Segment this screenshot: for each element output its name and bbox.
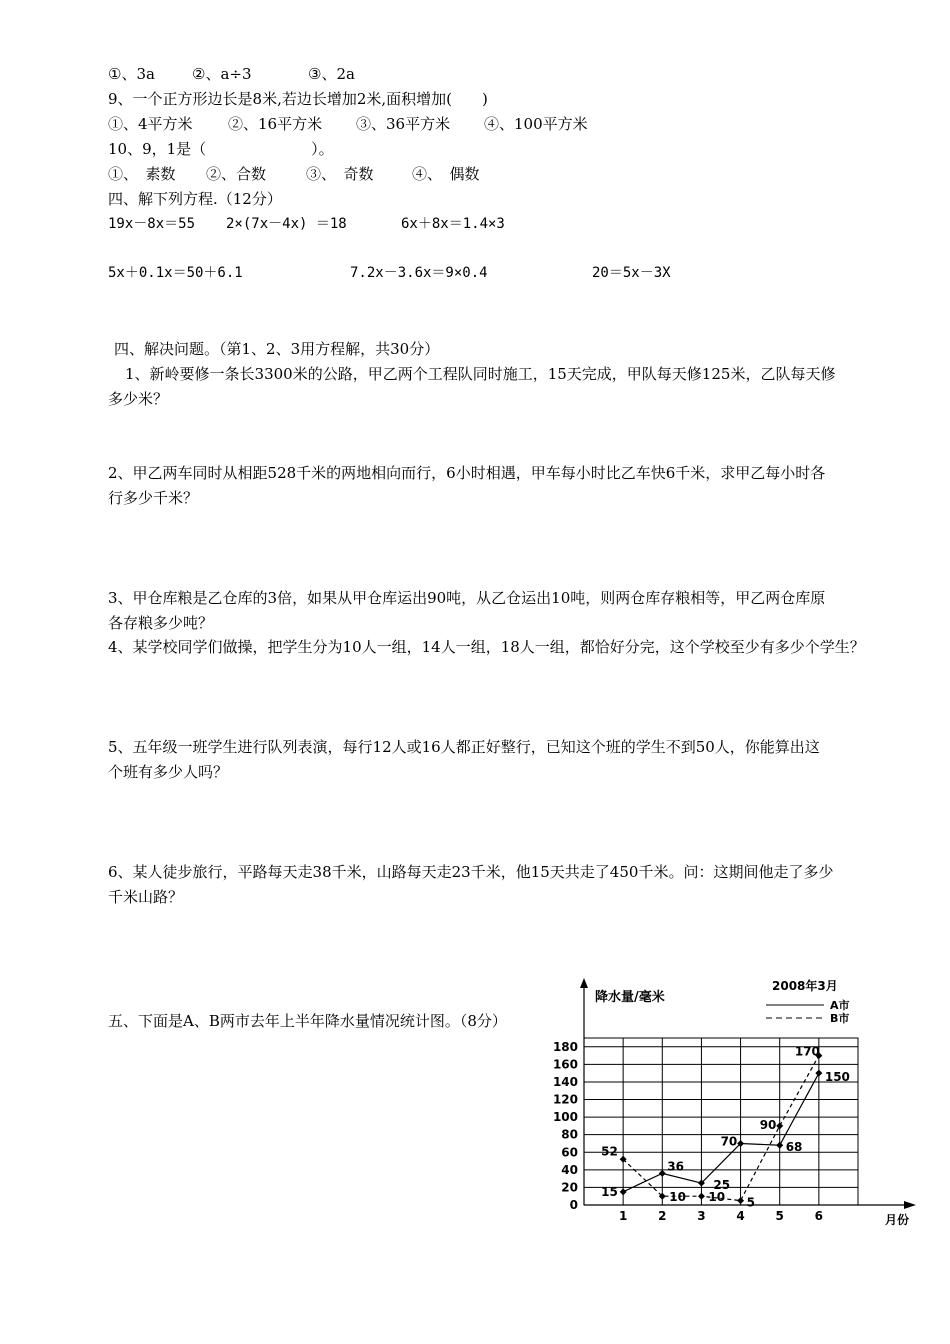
y-axis-arrow xyxy=(580,978,588,988)
problem-2-line-2: 行多少千米？ xyxy=(108,489,199,507)
series-a-point xyxy=(659,1170,666,1177)
x-tick-label: 4 xyxy=(736,1209,745,1223)
series-b-point xyxy=(737,1197,744,1204)
series-a-data-label: 70 xyxy=(720,1134,738,1149)
x-tick-label: 6 xyxy=(814,1209,824,1223)
equations-row-1 xyxy=(108,214,505,234)
equation-5: 7.2x－3.6x＝9×0.4 xyxy=(350,265,488,281)
y-tick-label: 180 xyxy=(552,1039,578,1054)
equations-row-2 xyxy=(108,263,671,283)
section5-heading: 五、下面是A、B两市去年上半年降水量情况统计图。（8分） xyxy=(108,1012,507,1030)
q10-question: 10、9，1是（ ）。 xyxy=(108,140,334,158)
series-a-point xyxy=(620,1188,627,1195)
problem-1-line-2: 多少米？ xyxy=(108,390,169,408)
q8-option-1: ①、3a xyxy=(108,65,155,83)
problem-6-line-2: 千米山路？ xyxy=(108,888,184,906)
q10-options xyxy=(108,164,480,184)
equation-6: 20＝5x－3X xyxy=(592,265,671,281)
q9-option-2: ②、16平方米 xyxy=(228,115,323,133)
x-tick-label: 1 xyxy=(618,1209,628,1223)
problem-5-line-1: 5、五年级一班学生进行队列表演，每行12人或16人都正好整行，已知这个班的学生不到50人，你能算出这 xyxy=(108,738,820,756)
legend-label-a: A市 xyxy=(830,999,850,1012)
q10-option-4: ④、 偶数 xyxy=(412,165,480,183)
y-tick-label: 80 xyxy=(561,1127,578,1142)
rainfall-chart xyxy=(548,970,928,1240)
q8-options xyxy=(108,64,355,84)
problem-4-line-1: 4、某学校同学们做操，把学生分为10人一组，14人一组，18人一组，都恰好分完，这个学校至少有多少个学生？ xyxy=(108,638,865,656)
q9-options xyxy=(108,114,588,134)
q8-option-3: ③、2a xyxy=(308,65,355,83)
q9-option-3: ③、36平方米 xyxy=(356,115,451,133)
problem-5-line-2: 个班有多少人吗？ xyxy=(108,763,229,781)
q10-option-1: ①、 素数 xyxy=(108,165,176,183)
series-b-data-label: 52 xyxy=(601,1144,618,1159)
q10-option-2: ②、合数 xyxy=(206,165,267,183)
series-b-data-label: 90 xyxy=(759,1117,777,1132)
series-a-point xyxy=(815,1070,822,1077)
series-a-data-label: 25 xyxy=(713,1178,731,1193)
q8-option-2: ②、a÷3 xyxy=(192,65,252,83)
legend-label-b: B市 xyxy=(830,1012,850,1025)
series-a-line xyxy=(623,1073,819,1192)
x-tick-label: 3 xyxy=(697,1209,706,1223)
y-tick-label: 140 xyxy=(552,1074,578,1089)
y-tick-label: 120 xyxy=(552,1092,578,1107)
x-axis-title: 月份 xyxy=(885,1213,910,1227)
chart-title: 2008年3月 xyxy=(772,979,838,993)
y-tick-label: 60 xyxy=(561,1145,578,1160)
x-tick-label: 5 xyxy=(775,1209,784,1223)
x-tick-label: 2 xyxy=(658,1209,667,1223)
problem-6-line-1: 6、某人徒步旅行，平路每天走38千米，山路每天走23千米，他15天共走了450千米。问：这期间他走了多少 xyxy=(108,863,834,881)
equation-3: 6x＋8x＝1.4×3 xyxy=(401,216,505,232)
problem-3-line-1: 3、甲仓库粮是乙仓库的3倍，如果从甲仓库运出90吨，从乙仓运出10吨，则两仓库存粮相等，甲乙两仓库原 xyxy=(108,589,826,607)
series-a-data-label: 68 xyxy=(785,1140,803,1155)
q9-option-4: ④、100平方米 xyxy=(484,115,588,133)
equations-heading: 四、解下列方程.（12分） xyxy=(108,190,282,208)
series-b-point xyxy=(776,1122,783,1129)
series-b-data-label: 170 xyxy=(794,1044,820,1059)
series-a-data-label: 150 xyxy=(824,1070,850,1085)
problem-3-line-2: 各存粮多少吨？ xyxy=(108,614,214,632)
q9-question: 9、一个正方形边长是8米,若边长增加2米,面积增加( ) xyxy=(108,90,488,108)
q10-option-3: ③、 奇数 xyxy=(306,165,374,183)
series-a-point xyxy=(776,1142,783,1149)
y-tick-label: 0 xyxy=(569,1198,578,1212)
series-a-data-label: 15 xyxy=(601,1184,618,1199)
q9-option-1: ①、4平方米 xyxy=(108,115,193,133)
y-tick-label: 20 xyxy=(561,1180,578,1195)
x-axis-arrow xyxy=(904,1201,916,1209)
series-b-point xyxy=(698,1193,705,1200)
problem-1-line-1: 1、新岭要修一条长3300米的公路，甲乙两个工程队同时施工，15天完成，甲队每天修125米，乙队每天修 xyxy=(125,365,836,383)
problems-heading: 四、解决问题。（第1、2、3用方程解，共30分） xyxy=(114,340,440,358)
y-axis-title: 降水量/毫米 xyxy=(595,990,665,1005)
y-tick-label: 40 xyxy=(561,1162,578,1177)
equation-1: 19x－8x＝55 xyxy=(108,216,196,232)
series-a-data-label: 36 xyxy=(667,1159,684,1174)
series-b-data-label: 5 xyxy=(746,1195,755,1210)
problem-2-line-1: 2、甲乙两车同时从相距528千米的两地相向而行，6小时相遇，甲车每小时比乙车快6千米，求甲乙每小时各 xyxy=(108,464,826,482)
series-b-data-label: 10 xyxy=(669,1190,686,1205)
equation-4: 5x＋0.1x＝50＋6.1 xyxy=(108,265,243,281)
series-b-data-label: 10 xyxy=(708,1190,726,1205)
equation-2: 2×(7x－4x) ＝18 xyxy=(226,216,347,232)
y-tick-label: 100 xyxy=(552,1110,578,1125)
y-tick-label: 160 xyxy=(552,1057,578,1072)
